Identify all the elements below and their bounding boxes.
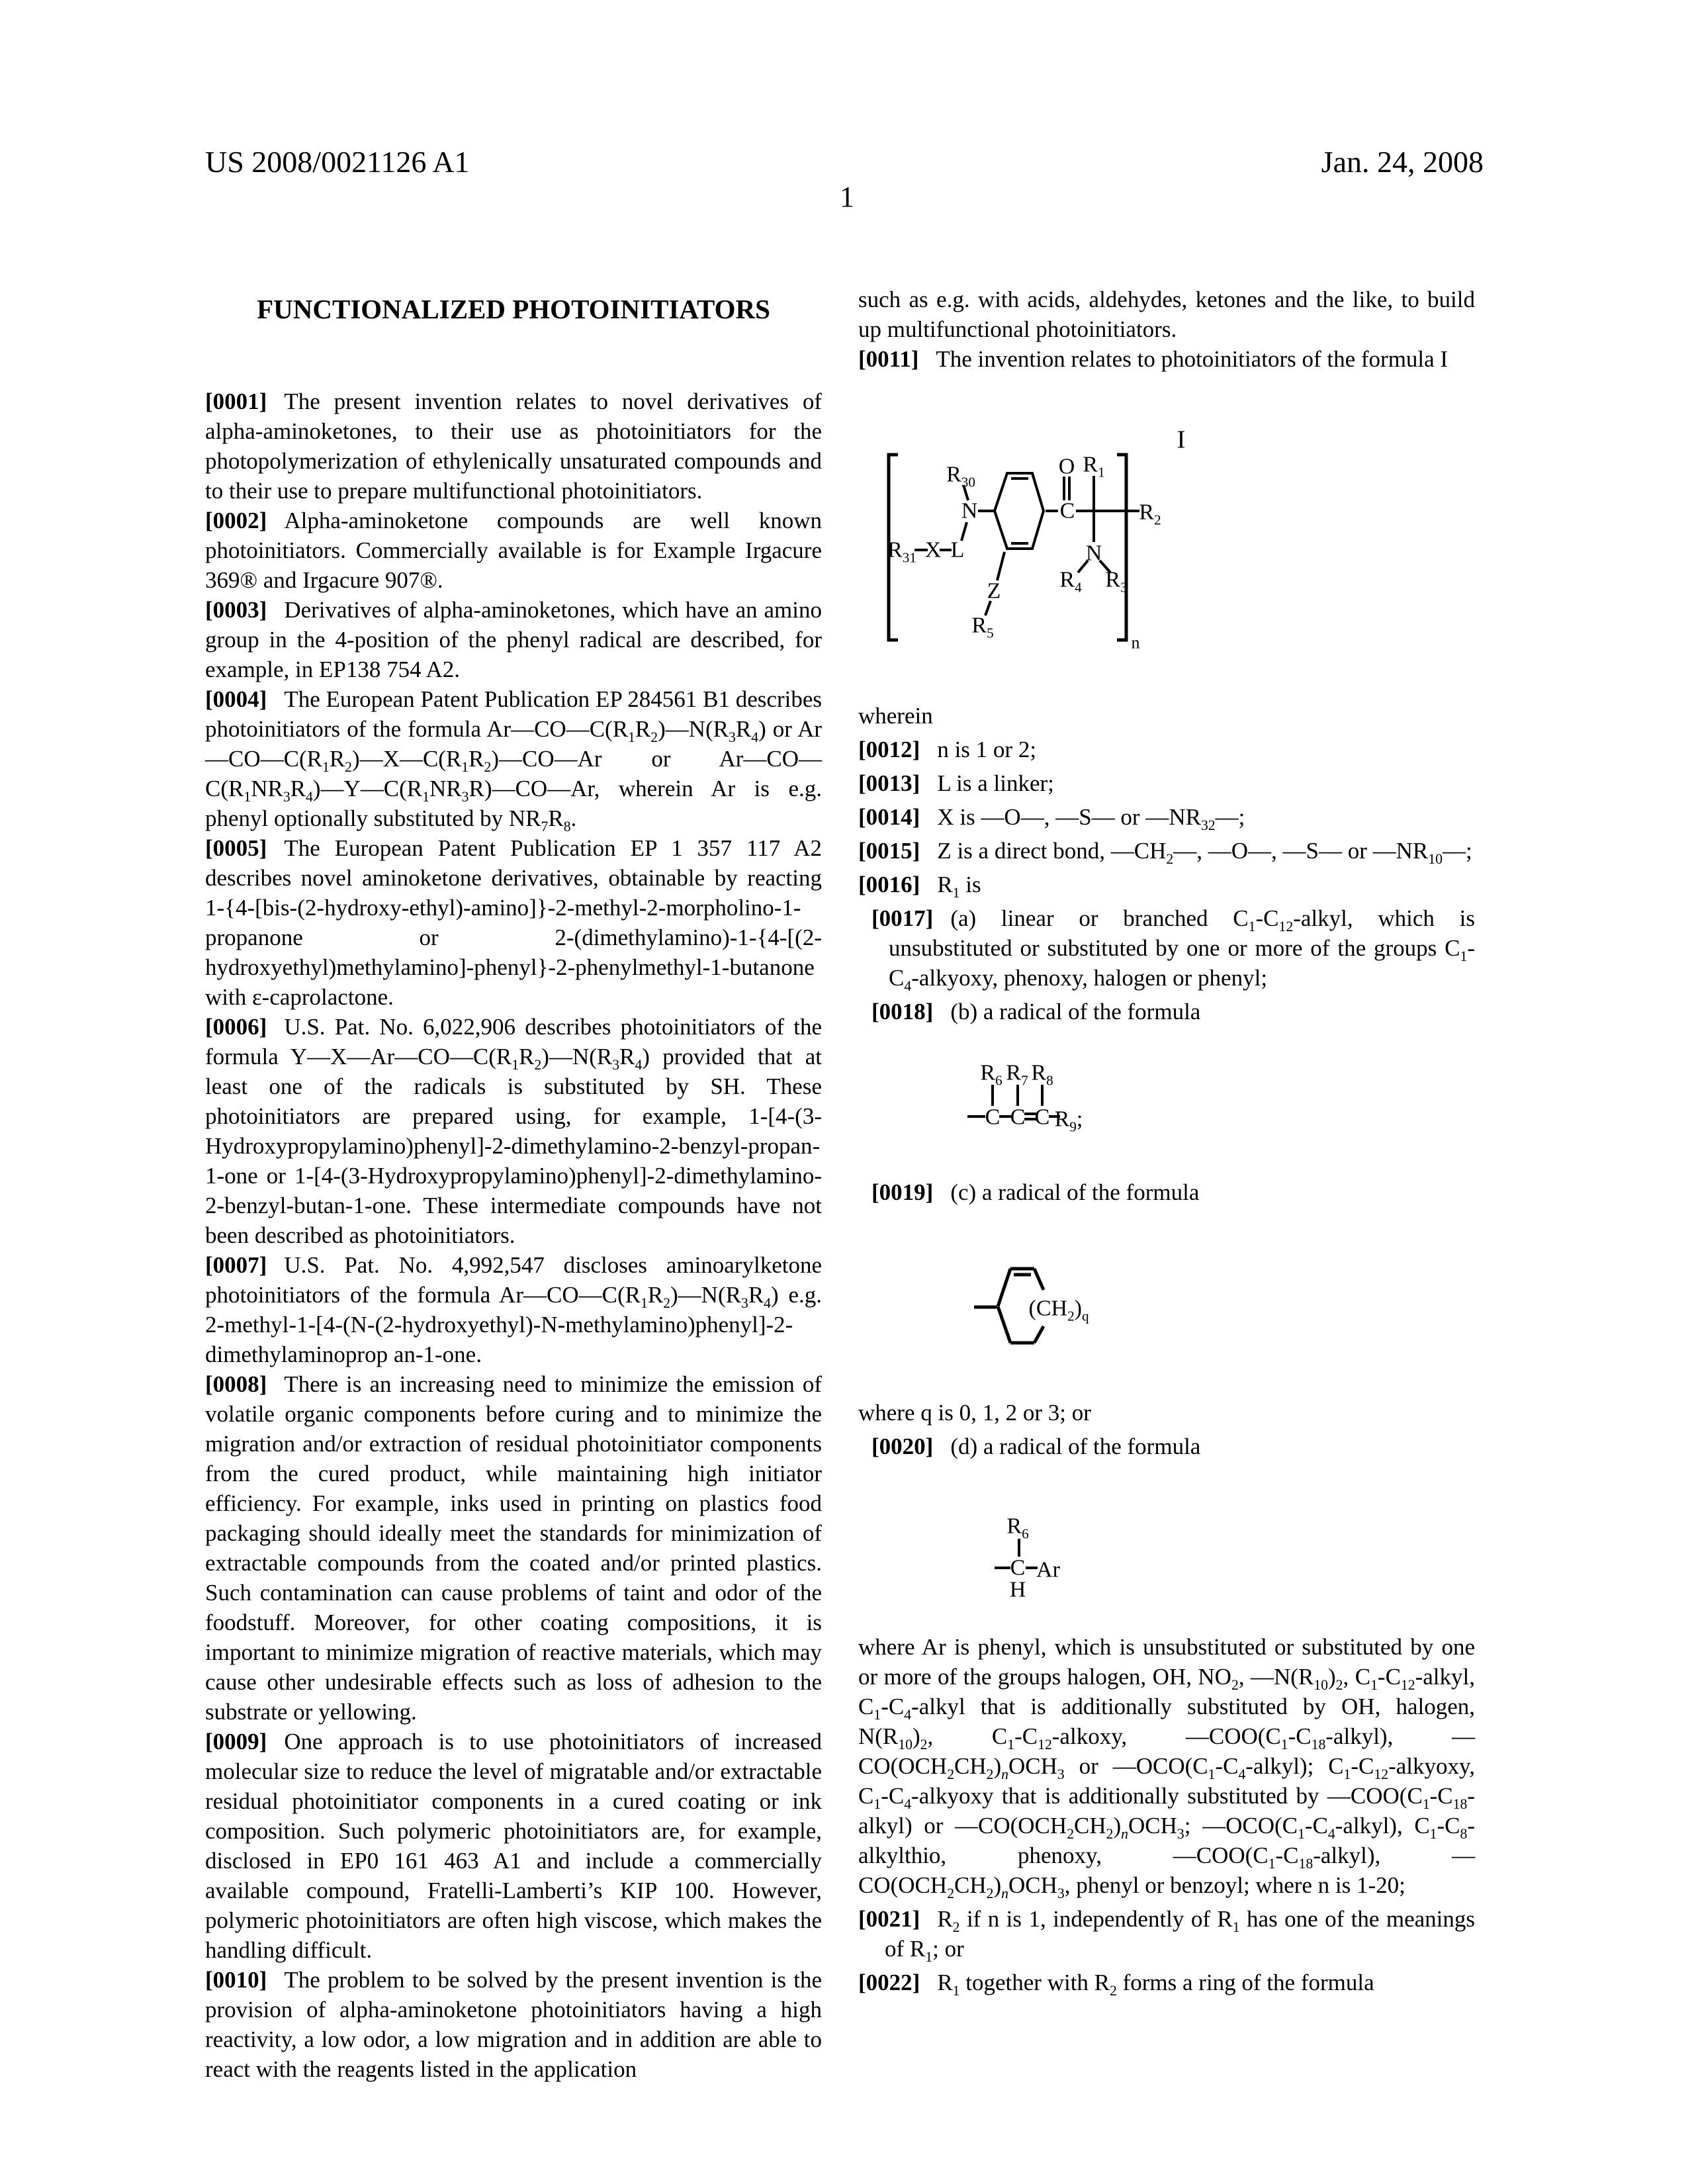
paragraph-tag: [0014] <box>858 804 920 830</box>
paragraph-text: Derivatives of alpha-aminoketones, which have an amino group in the 4-position of the phenyl radical are described, for example, in EP138 754 A2. <box>205 597 822 682</box>
paragraph-tag: [0013] <box>858 770 920 796</box>
formula-d-atom-h: H <box>1009 1577 1026 1602</box>
formula-i-atom-r5: $R_5$ <box>971 613 994 641</box>
paragraph-tag: [0002] <box>205 508 267 533</box>
formula-i-atom-r3: $R_3$ <box>1105 567 1128 596</box>
paragraph-tag: [0005] <box>205 835 267 861</box>
paragraph-text: (c) a radical of the formula <box>950 1179 1200 1205</box>
paragraph-continuation: such as e.g. with acids, aldehydes, ketones and the like, to build up multifunctional photoinitiators. <box>858 287 1475 342</box>
paragraph-tag: [0016] <box>858 872 920 897</box>
formula-i-figure <box>858 396 1475 701</box>
paragraph-0015 <box>858 836 1475 866</box>
formula-b-atom-c3: C <box>1034 1105 1050 1130</box>
paragraph-text: There is an increasing need to minimize the emission of volatile organic components before curing and to minimize the migration and/or extraction of residual photoinitiator components from the cured product, while maintaining high initiator efficiency. For example, inks used in printing on plastics food packaging should ideally meet the standards for minimization of extractable compounds from the coated and/or printed plastics. Such contamination can cause problems of taint and odor of the foodstuff. Moreover, for other coating compositions, it is important to minimize migration of reactive materials, which may cause other undesirable effects such as loss of adhesion to the substrate or yellowing. <box>205 1371 822 1725</box>
formula-i-atom-n-bottom: N <box>1085 541 1102 566</box>
paragraph-text: One approach is to use photoinitiators of increased molecular size to reduce the level of migratable and/or extractable residual photoinitiator components in a cured coating or ink composition. Such polymeric photoinitiators are, for example, disclosed in EP0 161 463 A1 and include a commercially available compound, Fratelli-Lamberti’s KIP 100. However, polymeric photoinitiators are often high viscose, which makes the handling difficult. <box>205 1729 822 1963</box>
formula-c-bonds <box>858 1216 1475 1388</box>
paragraph-0003 <box>205 595 822 684</box>
formula-d-atom-r6: $R_6$ <box>1006 1514 1029 1542</box>
paragraph-0017 <box>871 903 1475 993</box>
paragraph-tag: [0001] <box>205 388 267 414</box>
paragraph-text: (b) a radical of the formula <box>950 999 1201 1024</box>
formula-d-figure <box>858 1471 1475 1623</box>
paragraph-0001 <box>205 387 822 506</box>
paragraph-0014 <box>858 802 1475 832</box>
formula-b-figure <box>858 1036 1475 1168</box>
patent-number: US 2008/0021126 A1 <box>205 145 470 179</box>
paragraph-text: Alpha-aminoketone compounds are well known photoinitiators. Commercially available is for Example Irgacure 369® and Irgacure 907®. <box>205 508 822 593</box>
paragraph-text: The European Patent Publication EP 284561 B1 describes photoinitiators of the formula $Ar—CO—C(R_1R_2)—N(R_3R_4)$ or $Ar—CO—C(R_1R_2)—X—C(R_1R_2)—CO—Ar$ or $Ar—CO—C(R_1NR_3R_4)—Y—C(R_1NR_3R)—CO—Ar$, wherein Ar is e.g. phenyl optionally substituted by $NR_7R_8$. <box>205 686 822 835</box>
paragraph-tag: [0007] <box>205 1252 267 1278</box>
paragraph-text: $R_1$ is <box>937 872 981 901</box>
paragraph-0006 <box>205 1012 822 1250</box>
paragraph-tag: [0017] <box>871 905 934 931</box>
paragraph-text: (a) linear or branched $C_1-C_{12}$-alkyl, which is unsubstituted or substituted by one or more of the groups $C_1-C_4$-alkyoxy, phenoxy, halogen or phenyl; <box>889 905 1475 994</box>
formula-b-atom-r8: $R_8$ <box>1031 1060 1053 1089</box>
paragraph-text: L is a linker; <box>937 770 1054 796</box>
formula-c-atom-ch2q: $(CH_2)_q$ <box>1028 1296 1089 1324</box>
paragraph-tag: [0009] <box>205 1729 267 1754</box>
formula-c-figure <box>858 1216 1475 1388</box>
paragraph-0013 <box>858 768 1475 798</box>
paragraph-tag: [0019] <box>871 1179 934 1205</box>
paragraph-text: The European Patent Publication EP 1 357 117 A2 describes novel aminoketone derivatives, obtainable by reacting 1-{4-[bis-(2-hydroxy-ethyl)-amino]}-2-methyl-2-morpholino-1-propanone or 2-(dimethylamino)-1-{4-[(2-hydroxyethyl)methylamino]-phenyl}-2-phenylmethyl-1-butanone with ε-caprolactone. <box>205 835 822 1010</box>
formula-b-atom-r9: $R_9$; <box>1054 1107 1083 1135</box>
paragraph-tag: [0006] <box>205 1014 267 1040</box>
formula-d-bonds <box>858 1471 1475 1623</box>
paragraph-0004 <box>205 684 822 833</box>
paragraph-tag: [0018] <box>871 999 934 1024</box>
formula-b-atom-r6: $R_6$ <box>980 1060 1003 1089</box>
paragraph-0022 <box>858 1968 1475 1997</box>
formula-i-atom-z: Z <box>987 578 1001 604</box>
paragraph-0021 <box>858 1904 1475 1964</box>
paragraph-text: Z is a direct bond, $—CH_2—$, —O—, —S— or $—NR_{10}—$; <box>937 838 1472 867</box>
paragraph-text: U.S. Pat. No. 4,992,547 discloses aminoarylketone photoinitiators of the formula $Ar—CO—C(R_1R_2)—N(R_3R_4)$ e.g. 2-methyl-1-[4-(N-(2-hydroxyethyl)-N-methylamino)phenyl]-2-dimethylaminoprop an-1-one. <box>205 1252 822 1367</box>
paragraph-text: The problem to be solved by the present invention is the provision of alpha-aminoketone photoinitiators having a high reactivity, a low odor, a low migration and in addition are able to react with the reagents listed in the application <box>205 1967 822 2082</box>
formula-i-atom-x: X <box>924 537 942 563</box>
paragraph-tag: [0011] <box>858 346 919 372</box>
paragraph-tag: [0022] <box>858 1970 920 1995</box>
paragraph-text: $R_2$ if n is 1, independently of $R_1$ has one of the meanings of $R_1$; or <box>885 1906 1475 1965</box>
formula-i-atom-r1: $R_1$ <box>1083 452 1105 480</box>
paragraph-text: U.S. Pat. No. 6,022,906 describes photoinitiators of the formula $Y—X—Ar—CO—C(R_1R_2)—N(R_3R_4)$ provided that at least one of the radicals is substituted by SH. These photoinitiators are prepared using, for example, 1-[4-(3-Hydroxypropylamino)phenyl]-2-dimethylamino-2-benzyl-propan-1-one or 1-[4-(3-Hydroxypropylamino)phenyl]-2-dimethylamino-2-benzyl-butan-1-one. These intermediate compounds have not been described as photoinitiators. <box>205 1014 822 1248</box>
page-number: 1 <box>840 181 854 213</box>
formula-i-atom-r2: $R_2$ <box>1139 500 1161 528</box>
paragraph-0010 <box>205 1965 822 2084</box>
paragraph-0009 <box>205 1727 822 1965</box>
formula-i-atom-c: C <box>1059 498 1075 523</box>
paragraph-0007 <box>205 1250 822 1369</box>
paragraph-tag: [0008] <box>205 1371 267 1397</box>
paragraph-0018 <box>871 997 1475 1026</box>
formula-i-atom-r30: $R_{30}$ <box>946 462 975 490</box>
paragraph-tag: [0012] <box>858 737 920 762</box>
paragraph-0008 <box>205 1369 822 1727</box>
right-column <box>858 285 1475 1997</box>
formula-d-atom-ar: Ar <box>1036 1557 1060 1582</box>
formula-i-atom-n-top: N <box>961 498 978 523</box>
formula-b-atom-r7: $R_7$ <box>1006 1060 1028 1089</box>
paragraph-text: (d) a radical of the formula <box>950 1433 1201 1459</box>
formula-i-atom-r31: $R_{31}$ <box>887 537 916 566</box>
paragraph-0002 <box>205 506 822 595</box>
formula-i-label: I <box>1177 426 1186 454</box>
paragraph-0020 <box>871 1432 1475 1461</box>
paragraph-tag: [0003] <box>205 597 267 623</box>
where-q-line: where q is 0, 1, 2 or 3; or <box>858 1400 1091 1426</box>
formula-b-atom-c2: C <box>1010 1105 1026 1130</box>
formula-i-atom-l: L <box>950 537 965 563</box>
paragraph-0019 <box>871 1177 1475 1207</box>
formula-b-bonds <box>858 1036 1475 1168</box>
paragraph-tag: [0020] <box>871 1433 934 1459</box>
paragraph-tag: [0010] <box>205 1967 267 1993</box>
paragraph-text: The present invention relates to novel derivatives of alpha-aminoketones, to their use as photoinitiators for the photopolymerization of ethylenically unsaturated compounds and to their use to prepare multifunctional photoinitiators. <box>205 388 822 504</box>
paragraph-0012 <box>858 735 1475 764</box>
left-column <box>205 293 822 2084</box>
paragraph-text: $R_1$ together with $R_2$ forms a ring of the formula <box>937 1970 1374 1999</box>
publication-date: Jan. 24, 2008 <box>1321 145 1484 179</box>
wherein-line: wherein <box>858 703 933 729</box>
where-ar-paragraph: where Ar is phenyl, which is unsubstituted or substituted by one or more of the groups halogen, OH, $NO_2$, $—N(R_{10})_2$, $C_1-C_{12}$-alkyl, $C_1-C_4$-alkyl that is additionally substituted by OH, halogen, $N(R_{10})_2$, $C_1-C_{12}$-alkoxy, $—COO(C_1-C_{18}-alkyl)$, $—CO(OCH_2CH_2)_nOCH_3$ or $—OCO(C_1-C_4-alkyl)$; $C_1-C_{12}$-alkyoxy, $C_1-C_4$-alkyoxy that is additionally substituted by $—COO(C_1-C_{18}-alkyl)$ or $—CO(OCH_2CH_2)_nOCH_3$; $—OCO(C_1-C_4-alkyl)$, $C_1-C_8$-alkylthio, phenoxy, $—COO(C_1-C_{18}-alkyl)$, $—CO(OCH_2CH_2)_nOCH_3$, phenyl or benzoyl; where n is 1-20; <box>858 1634 1476 1901</box>
formula-i-bracket-subscript: n <box>1131 633 1140 653</box>
formula-i-atom-o: O <box>1058 454 1075 479</box>
paragraph-tag: [0021] <box>858 1906 920 1932</box>
paragraph-tag: [0004] <box>205 686 267 712</box>
formula-b-atom-c1: C <box>985 1105 1001 1130</box>
paragraph-0011 <box>858 344 1475 374</box>
formula-i-atom-r4: $R_4$ <box>1059 567 1082 596</box>
paragraph-tag: [0015] <box>858 838 920 864</box>
paragraph-text: n is 1 or 2; <box>937 737 1037 762</box>
paragraph-text: The invention relates to photoinitiators of the formula I <box>936 346 1449 372</box>
paragraph-text: X is —O—, —S— or $—NR_{32}—$; <box>937 804 1245 833</box>
paragraph-0016 <box>858 870 1475 899</box>
paragraph-0005 <box>205 833 822 1012</box>
formula-d-atom-c: C <box>1010 1555 1026 1580</box>
document-title: FUNCTIONALIZED PHOTOINITIATORS <box>257 294 770 324</box>
